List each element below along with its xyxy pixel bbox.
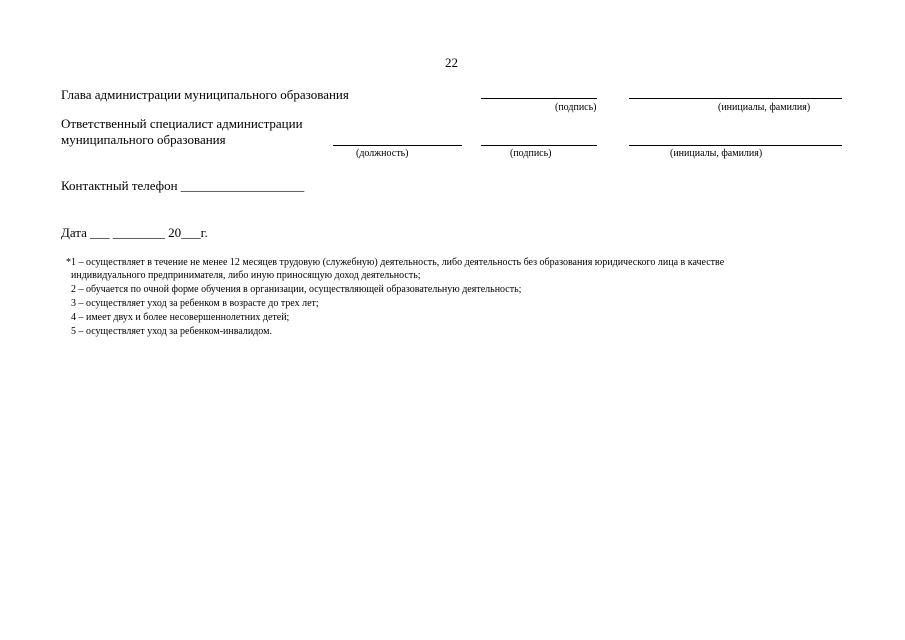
- specialist-signature-line[interactable]: [481, 145, 597, 146]
- specialist-title-line2: муниципального образования: [61, 132, 226, 147]
- head-title: Глава администрации муниципального образования: [61, 87, 349, 102]
- contact-phone-field[interactable]: Контактный телефон ___________________: [61, 178, 305, 193]
- specialist-title-line1: Ответственный специалист администрации: [61, 116, 303, 131]
- footnote-3: 3 – осуществляет уход за ребенком в возрасте до трех лет;: [71, 298, 319, 309]
- head-signature-line[interactable]: [481, 98, 597, 99]
- footnote-4: 4 – имеет двух и более несовершеннолетних детей;: [71, 312, 290, 323]
- footnote-2: 2 – обучается по очной форме обучения в организации, осуществляющей образовательную деятельность;: [71, 284, 522, 295]
- page-number: 22: [445, 55, 458, 70]
- footnote-5: 5 – осуществляет уход за ребенком-инвалидом.: [71, 326, 272, 337]
- specialist-name-caption: (инициалы, фамилия): [670, 148, 763, 159]
- specialist-position-caption: (должность): [356, 148, 409, 159]
- footnote-1: *1 – осуществляет в течение не менее 12 месяцев трудовую (служебную) деятельность, либо деятельность без образования юридического лица в качестве: [66, 257, 725, 268]
- head-name-caption: (инициалы, фамилия): [718, 102, 811, 113]
- specialist-name-line[interactable]: [629, 145, 842, 146]
- head-name-line[interactable]: [629, 98, 842, 99]
- date-field[interactable]: Дата ___ ________ 20___г.: [61, 225, 208, 240]
- specialist-signature-caption: (подпись): [510, 148, 552, 159]
- footnote-1-continuation: индивидуального предпринимателя, либо иную приносящую доход деятельность;: [71, 270, 421, 281]
- head-signature-caption: (подпись): [555, 102, 597, 113]
- specialist-position-line[interactable]: [333, 145, 462, 146]
